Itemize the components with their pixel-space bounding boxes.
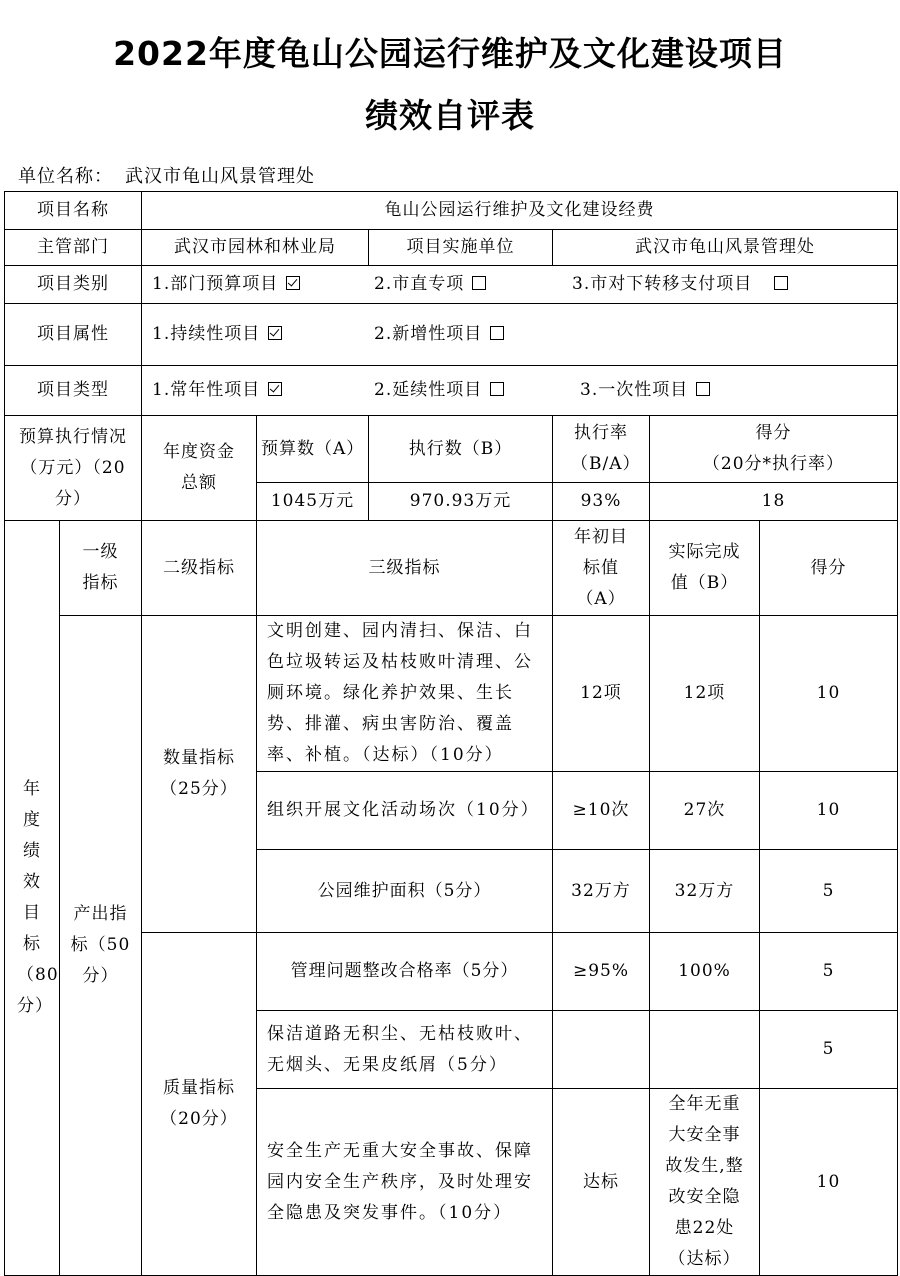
category-option-1 bbox=[152, 269, 374, 300]
indicator-row-2-target: ≥10次 bbox=[553, 772, 650, 850]
unchecked-box-icon bbox=[472, 276, 486, 290]
indicator-row-6: 安全生产无重大安全事故、保障园内安全生产秩序，及时处理安全隐患及突发事件。（10分） bbox=[257, 1089, 553, 1276]
budget-header-rate: 执行率（B/A） bbox=[553, 416, 650, 483]
budget-score-formula: （20分*执行率） bbox=[702, 454, 845, 474]
indicator-row-2-score: 10 bbox=[760, 772, 898, 850]
type-option-2 bbox=[374, 375, 580, 406]
unit-name-value: 武汉市龟山风景管理处 bbox=[125, 166, 315, 187]
indicator-row-3-target: 32万方 bbox=[553, 850, 650, 933]
type-label: 项目类型 bbox=[5, 366, 142, 416]
dept-value: 武汉市园林和林业局 bbox=[142, 230, 369, 266]
indicator-row-2: 组织开展文化活动场次（10分） bbox=[257, 772, 553, 850]
type-option-1 bbox=[152, 375, 374, 406]
unit-name-label: 单位名称： bbox=[18, 166, 113, 187]
unchecked-box-icon bbox=[774, 276, 788, 290]
type-option-3 bbox=[580, 375, 710, 406]
header-actual: 实际完成值（B） bbox=[650, 521, 760, 616]
attribute-label: 项目属性 bbox=[5, 304, 142, 366]
indicator-row-6-target: 达标 bbox=[553, 1089, 650, 1276]
impl-value: 武汉市龟山风景管理处 bbox=[553, 230, 898, 266]
indicator-row-5-actual bbox=[650, 1011, 760, 1089]
budget-label: 预算执行情况（万元）（20分） bbox=[5, 416, 142, 521]
indicator-row-5-target bbox=[553, 1011, 650, 1089]
indicator-row-5-score: 5 bbox=[760, 1011, 898, 1089]
attribute-option-2 bbox=[374, 319, 504, 350]
checked-box-icon bbox=[286, 276, 300, 290]
category-option-3-text: 3.市对下转移支付项目 bbox=[572, 274, 753, 294]
type-option-1-text: 1.常年性项目 bbox=[152, 380, 261, 400]
attribute-options bbox=[142, 304, 898, 366]
unchecked-box-icon bbox=[696, 382, 710, 396]
self-evaluation-table bbox=[4, 191, 898, 1276]
category-option-3 bbox=[572, 269, 788, 300]
type-option-3-text: 3.一次性项目 bbox=[580, 380, 689, 400]
unchecked-box-icon bbox=[490, 326, 504, 340]
indicator-row-4-target: ≥95% bbox=[553, 933, 650, 1011]
perf-target-label: 年度绩效目标（80分） bbox=[5, 521, 60, 1276]
impl-label: 项目实施单位 bbox=[369, 230, 553, 266]
attribute-option-2-text: 2.新增性项目 bbox=[374, 324, 483, 344]
category-option-2-text: 2.市直专项 bbox=[374, 274, 465, 294]
budget-value-score: 18 bbox=[650, 483, 898, 521]
attribute-option-1-text: 1.持续性项目 bbox=[152, 324, 261, 344]
page-title-line2: 绩效自评表 bbox=[365, 96, 535, 135]
header-level2: 二级指标 bbox=[142, 521, 257, 616]
indicator-row-4-score: 5 bbox=[760, 933, 898, 1011]
indicator-row-1-target: 12项 bbox=[553, 616, 650, 772]
indicator-row-1-score: 10 bbox=[760, 616, 898, 772]
output-indicator-label: 产出指标（50分） bbox=[60, 616, 142, 1276]
unit-name-line bbox=[18, 162, 315, 188]
budget-score-label: 得分 bbox=[755, 423, 792, 443]
indicator-row-5: 保洁道路无积尘、无枯枝败叶、无烟头、无果皮纸屑（5分） bbox=[257, 1011, 553, 1089]
page-title-line1: 2022年度龟山公园运行维护及文化建设项目 bbox=[113, 34, 787, 73]
indicator-row-1: 文明创建、园内清扫、保洁、白色垃圾转运及枯枝败叶清理、公厕环境。绿化养护效果、生长势、排灌、病虫害防治、覆盖率、补植。（达标）（10分） bbox=[257, 616, 553, 772]
budget-header-a: 预算数（A） bbox=[257, 416, 369, 483]
header-target: 年初目标值（A） bbox=[553, 521, 650, 616]
indicator-row-6-actual: 全年无重大安全事故发生,整改安全隐患22处（达标） bbox=[650, 1089, 760, 1276]
indicator-row-4: 管理问题整改合格率（5分） bbox=[257, 933, 553, 1011]
checked-box-icon bbox=[268, 382, 282, 396]
budget-value-b: 970.93万元 bbox=[369, 483, 553, 521]
indicator-row-3-score: 5 bbox=[760, 850, 898, 933]
indicator-row-3-actual: 32万方 bbox=[650, 850, 760, 933]
budget-header-b: 执行数（B） bbox=[369, 416, 553, 483]
budget-value-a: 1045万元 bbox=[257, 483, 369, 521]
type-option-2-text: 2.延续性项目 bbox=[374, 380, 483, 400]
header-score: 得分 bbox=[760, 521, 898, 616]
indicator-row-1-actual: 12项 bbox=[650, 616, 760, 772]
unchecked-box-icon bbox=[490, 382, 504, 396]
checked-box-icon bbox=[268, 326, 282, 340]
category-label: 项目类别 bbox=[5, 266, 142, 304]
indicator-row-6-score: 10 bbox=[760, 1089, 898, 1276]
indicator-row-2-actual: 27次 bbox=[650, 772, 760, 850]
indicator-row-3: 公园维护面积（5分） bbox=[257, 850, 553, 933]
quality-indicator-label: 质量指标（20分） bbox=[142, 933, 257, 1276]
category-options bbox=[142, 266, 898, 304]
header-level3: 三级指标 bbox=[257, 521, 553, 616]
indicator-row-4-actual: 100% bbox=[650, 933, 760, 1011]
category-option-1-text: 1.部门预算项目 bbox=[152, 274, 279, 294]
budget-value-rate: 93% bbox=[553, 483, 650, 521]
category-option-2 bbox=[374, 269, 572, 300]
budget-header-score bbox=[650, 416, 898, 483]
project-name-label: 项目名称 bbox=[5, 192, 142, 230]
type-options bbox=[142, 366, 898, 416]
project-name-value: 龟山公园运行维护及文化建设经费 bbox=[142, 192, 898, 230]
quantity-indicator-label: 数量指标（25分） bbox=[142, 616, 257, 933]
budget-total-label: 年度资金总额 bbox=[142, 416, 257, 521]
attribute-option-1 bbox=[152, 319, 374, 350]
header-level1: 一级指标 bbox=[60, 521, 142, 616]
dept-label: 主管部门 bbox=[5, 230, 142, 266]
